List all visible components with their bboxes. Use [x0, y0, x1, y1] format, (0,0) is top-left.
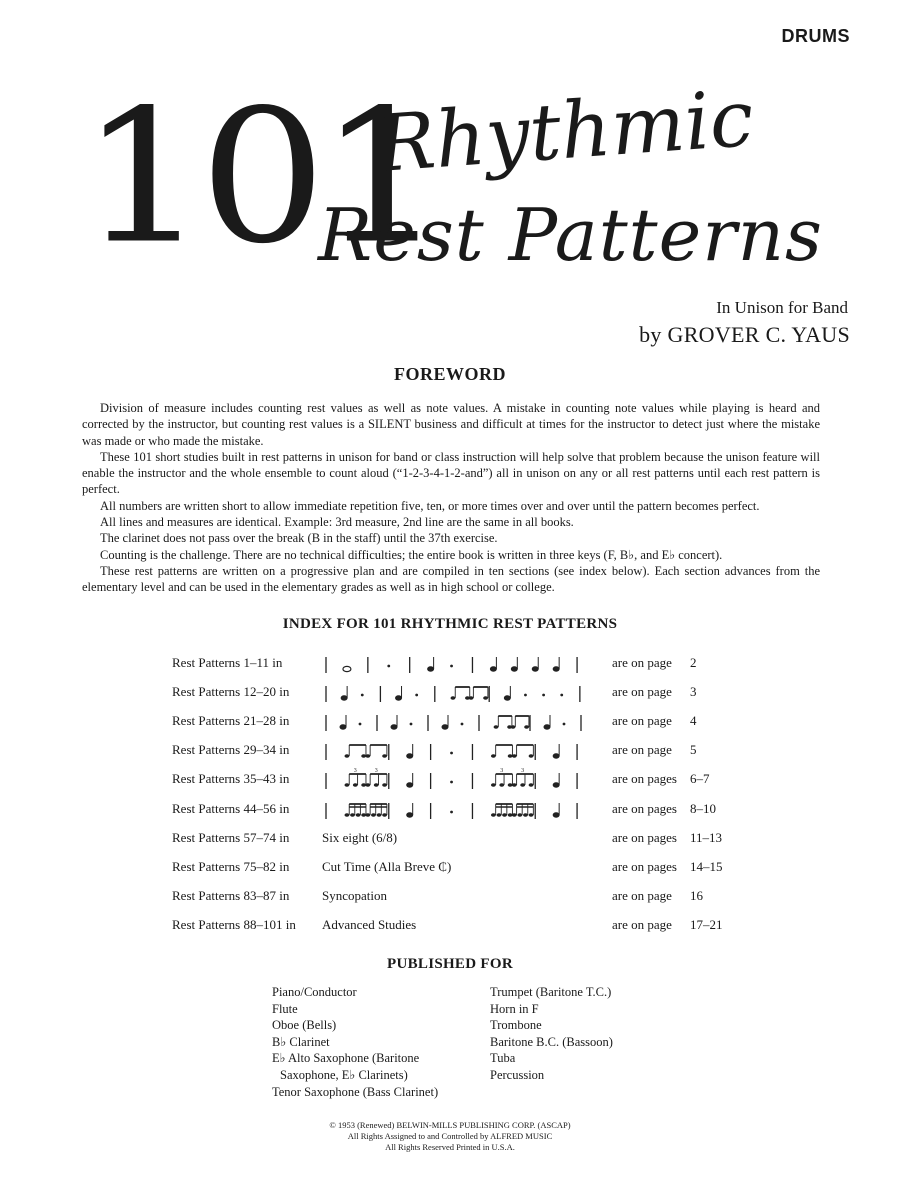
beamed-notes	[345, 768, 367, 787]
copyright-line: © 1953 (Renewed) BELWIN-MILLS PUBLISHING CORP. (ASCAP)	[329, 1120, 571, 1130]
rhythm-notation-icon	[320, 651, 592, 675]
foreword-paragraph: These 101 short studies built in rest patterns in unison for band or class instruction will help solve that problem because the unison feature will enable the instructor and the whole ensemble to count aloud (“1-2-3-4-1-2-and”) all in unison on any or all rest patterns until each rest pattern is perfect.	[82, 449, 820, 497]
index-row-label: Rest Patterns 21–28 in	[172, 713, 290, 728]
rest-mark	[450, 665, 453, 668]
index-row-pages: 2	[690, 655, 697, 670]
rhythm-notation-icon	[320, 709, 592, 733]
svg-text:3: 3	[521, 768, 525, 774]
beamed-notes	[491, 745, 513, 758]
rest-mark	[560, 694, 563, 697]
index-row-label: Rest Patterns 88–101 in	[172, 917, 296, 932]
index-row-label: Rest Patterns 44–56 in	[172, 801, 290, 816]
note-head	[396, 686, 402, 700]
index-row	[172, 651, 732, 675]
instrument-item: E♭ Alto Saxophone (Baritone	[272, 1051, 420, 1066]
instrument-item: Flute	[272, 1001, 298, 1016]
whole-note	[343, 666, 351, 671]
note-head	[504, 686, 510, 700]
index-row-pages: 5	[690, 742, 697, 757]
index-row-page-label: are on pages	[612, 830, 677, 845]
note-head	[553, 657, 559, 671]
foreword-paragraph: All numbers are written short to allow immediate repetition five, ten, or more times over and over until the pattern becomes perfect.	[100, 498, 760, 513]
note-head	[407, 803, 413, 817]
index-row	[172, 680, 732, 704]
svg-text:3: 3	[374, 768, 378, 774]
subtitle: In Unison for Band	[716, 298, 848, 317]
index-row	[172, 884, 732, 908]
index-row-section: Advanced Studies	[322, 917, 417, 932]
note-head	[391, 715, 397, 729]
foreword-paragraph: The clarinet does not pass over the break (B in the staff) until the 37th exercise.	[100, 531, 498, 546]
index-row-label: Rest Patterns 75–82 in	[172, 859, 290, 874]
svg-text:3: 3	[500, 768, 504, 774]
index-row	[172, 855, 732, 879]
rest-mark	[563, 723, 566, 726]
beamed-notes	[451, 687, 470, 700]
note-head	[544, 715, 550, 729]
beamed-notes	[365, 745, 387, 758]
beamed-notes	[365, 804, 387, 817]
rhythm-notation-icon	[320, 738, 592, 762]
index-row-label: Rest Patterns 12–20 in	[172, 684, 290, 699]
beamed-notes	[512, 768, 534, 787]
beamed-notes	[345, 745, 367, 758]
author: by GROVER C. YAUS	[639, 322, 850, 347]
rest-mark	[461, 723, 464, 726]
note-head	[407, 773, 413, 787]
published-list-left	[272, 984, 438, 1100]
index-row-label: Rest Patterns 83–87 in	[172, 888, 290, 903]
foreword-paragraph: Counting is the challenge. There are no technical difficulties; the entire book is written in three keys (F, B♭, and E♭ concert).	[100, 547, 723, 562]
index-row-pages: 17–21	[690, 917, 723, 932]
note-head	[340, 715, 346, 729]
index-row-page-label: are on page	[612, 917, 672, 932]
note-head	[442, 715, 448, 729]
index-row-page-label: are on page	[612, 684, 672, 699]
note-head	[341, 686, 347, 700]
foreword-body	[82, 400, 820, 596]
instrument-item: Tuba	[490, 1051, 516, 1066]
title-number: 101	[80, 70, 438, 285]
beamed-notes	[469, 687, 488, 700]
instrument-item: B♭ Clarinet	[272, 1034, 330, 1049]
note-head	[490, 657, 496, 671]
beamed-notes	[494, 716, 512, 729]
copyright-line: All Rights Reserved Printed in U.S.A.	[385, 1142, 515, 1152]
svg-text:3: 3	[353, 768, 357, 774]
index-row-page-label: are on pages	[612, 801, 677, 816]
rest-mark	[387, 665, 390, 668]
index-row-page-label: are on page	[612, 713, 672, 728]
index-row-label: Rest Patterns 29–34 in	[172, 742, 290, 757]
index-row-page-label: are on page	[612, 888, 672, 903]
published-heading: PUBLISHED FOR	[386, 956, 513, 972]
foreword-paragraph: Division of measure includes counting rest values as well as note values. A mistake in counting note values while playing is heard and corrected by the instructor, but counting rest values is a SILENT business and difficult at times for the instructor to detect just where the mistake was made or who made the mistake.	[82, 401, 820, 448]
rest-mark	[450, 752, 453, 755]
instrument-item: Saxophone, E♭ Clarinets)	[280, 1067, 408, 1082]
foreword-paragraph: All lines and measures are identical. Example: 3rd measure, 2nd line are the same in all books.	[100, 515, 574, 530]
note-head	[553, 803, 559, 817]
instrument-item: Percussion	[490, 1067, 545, 1082]
rest-mark	[359, 723, 362, 726]
beamed-notes	[491, 768, 513, 787]
index-row-page-label: are on pages	[612, 771, 677, 786]
index-row-section: Syncopation	[322, 888, 387, 903]
rest-mark	[542, 694, 545, 697]
title-line-1: Rhythmic	[373, 73, 757, 190]
instrument-item: Oboe (Bells)	[272, 1018, 337, 1033]
published-list-right	[490, 984, 613, 1084]
rhythm-notation-icon	[320, 680, 592, 704]
rest-mark	[450, 781, 453, 784]
foreword-paragraph: These rest patterns are written on a progressive plan and are compiled in ten sections (see index below). Each section advances from the elementary level and can be used in the elementary grades as well as in high school or college.	[82, 563, 820, 595]
beamed-notes	[512, 745, 534, 758]
index-row-page-label: are on pages	[612, 859, 677, 874]
index-row-pages: 3	[690, 684, 697, 699]
rest-mark	[524, 694, 527, 697]
index-row-label: Rest Patterns 57–74 in	[172, 830, 290, 845]
index-row-section: Six eight (6/8)	[322, 830, 398, 845]
beamed-notes	[345, 804, 367, 817]
beamed-notes	[512, 804, 534, 817]
instrument-item: Trombone	[490, 1018, 542, 1033]
index-row	[172, 709, 732, 733]
beamed-notes	[491, 804, 513, 817]
note-head	[553, 744, 559, 758]
index-row-pages: 11–13	[690, 830, 723, 845]
index-row	[172, 738, 732, 762]
beamed-notes	[511, 716, 529, 729]
index-row	[172, 913, 732, 937]
instrument-item: Baritone B.C. (Bassoon)	[490, 1034, 613, 1049]
rhythm-notation-icon	[320, 797, 592, 821]
rest-mark	[410, 723, 413, 726]
index-heading: INDEX FOR 101 RHYTHMIC REST PATTERNS	[282, 616, 618, 632]
rhythm-notation-icon	[320, 767, 592, 791]
note-head	[407, 744, 413, 758]
index-row-label: Rest Patterns 35–43 in	[172, 771, 290, 786]
foreword-heading: FOREWORD	[394, 364, 506, 384]
note-head	[428, 657, 434, 671]
note-head	[532, 657, 538, 671]
index-row-page-label: are on page	[612, 655, 672, 670]
rest-mark	[450, 811, 453, 814]
note-head	[553, 773, 559, 787]
rest-mark	[361, 694, 364, 697]
index-row-pages: 4	[690, 713, 697, 728]
part-label: DRUMS	[781, 26, 850, 46]
index-row-pages: 8–10	[690, 801, 716, 816]
title-line-2: Rest Patterns	[318, 193, 823, 277]
instrument-item: Trumpet (Baritone T.C.)	[490, 985, 612, 999]
index-row-pages: 14–15	[690, 859, 723, 874]
index-row	[172, 767, 732, 791]
note-head	[511, 657, 517, 671]
instrument-item: Piano/Conductor	[272, 985, 357, 999]
index-row-pages: 16	[690, 888, 703, 903]
index-row	[172, 797, 732, 821]
instrument-item: Tenor Saxophone (Bass Clarinet)	[272, 1084, 439, 1099]
copyright-notice	[0, 1120, 900, 1153]
index-row	[172, 826, 732, 850]
index-row-section: Cut Time (Alla Breve ₵)	[322, 859, 452, 874]
copyright-line: All Rights Assigned to and Controlled by ALFRED MUSIC	[347, 1131, 553, 1141]
beamed-notes	[365, 768, 387, 787]
index-row-page-label: are on page	[612, 742, 672, 757]
rest-mark	[415, 694, 418, 697]
index-row-pages: 6–7	[690, 771, 710, 786]
index-row-label: Rest Patterns 1–11 in	[172, 655, 283, 670]
instrument-item: Horn in F	[490, 1001, 539, 1016]
